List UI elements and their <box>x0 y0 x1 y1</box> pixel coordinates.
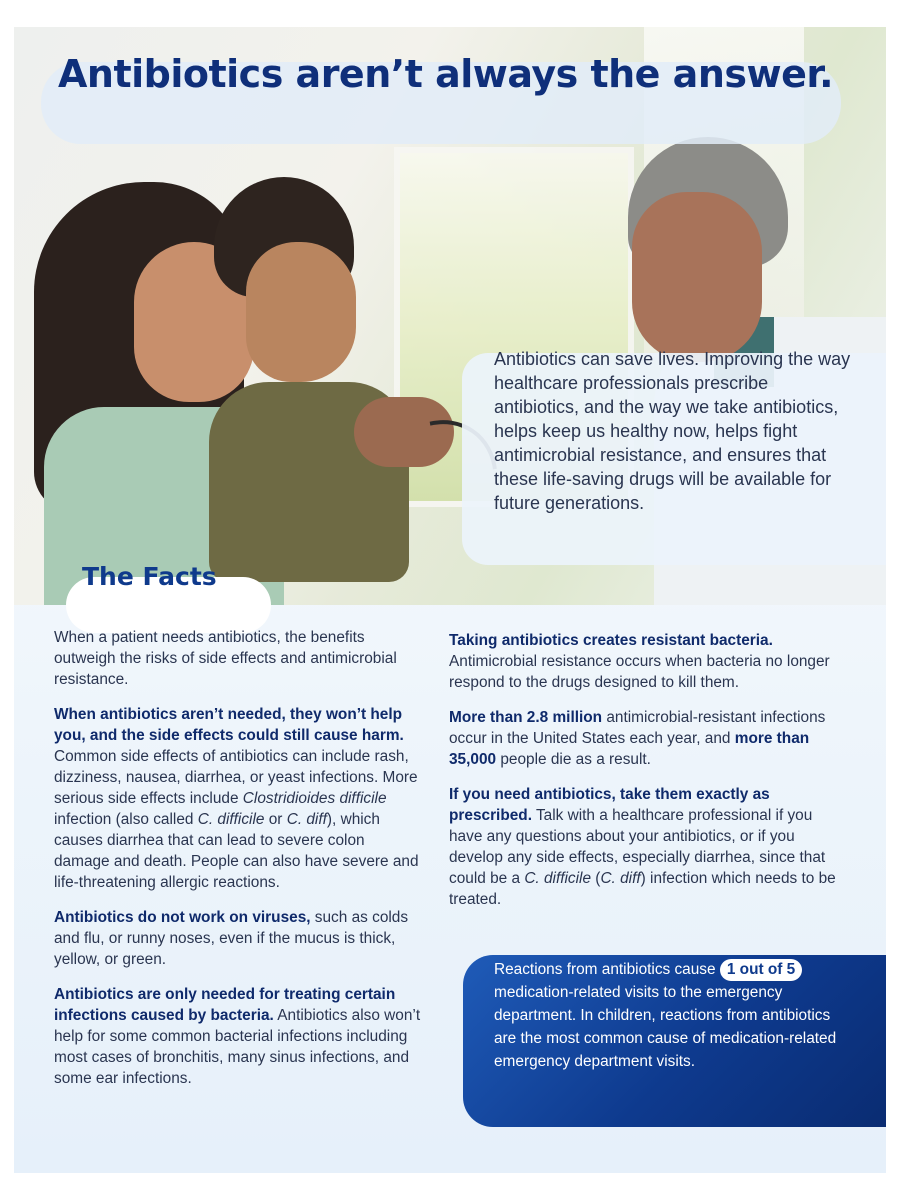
fact-paragraph: Antibiotics are only needed for treating certain infections caused by bacteria. Antibiotics also won’t help for some common bacterial infections including most cases of bronchitis, many sinus infections, and some ear infections. <box>54 986 421 1087</box>
facts-heading: The Facts <box>82 562 217 591</box>
facts-left-column <box>54 627 424 1103</box>
fact-paragraph: If you need antibiotics, take them exactly as prescribed. Talk with a healthcare professional if you have any questions about your antibiotics, or if you develop any side effects, especially diarrhea, since that could be a C. difficile (C. diff) infection which needs to be treated. <box>449 786 836 908</box>
stat-highlight: 1 out of 5 <box>720 959 802 981</box>
fact-paragraph: More than 2.8 million antimicrobial-resistant infections occur in the United States each year, and more than 35,000 people die as a result. <box>449 709 826 768</box>
facts-right-column <box>449 630 839 924</box>
fact-paragraph: Antibiotics do not work on viruses, such as colds and flu, or runny noses, even if the mucus is thick, yellow, or green. <box>54 909 409 968</box>
fact-paragraph: When antibiotics aren’t needed, they won’t help you, and the side effects could still cause harm. Common side effects of antibiotics can include rash, dizziness, nausea, diarrhea, or yeast infections. More serious side effects include Clostridioides difficile infection (also called C. difficile or C. diff), which causes diarrhea that can lead to severe colon damage and death. People can also have severe and life-threatening allergic reactions. <box>54 706 419 891</box>
intro-text: Antibiotics can save lives. Improving the way healthcare professionals prescribe antibiotics, and the way we take antibiotics, helps keep us healthy now, helps fight antimicrobial resistance, and ensures that these life-saving drugs will be available for future generations. <box>494 349 851 513</box>
page-title: Antibiotics aren’t always the answer. <box>58 52 834 96</box>
callout-text: Reactions from antibiotics cause 1 out of 5 medication-related visits to the emergency department. In children, reactions from antibiotics are the most common cause of medication-related emergency department visits. <box>494 961 837 1070</box>
fact-paragraph: Taking antibiotics creates resistant bacteria. Antimicrobial resistance occurs when bacteria no longer respond to the drugs designed to kill them. <box>449 632 830 691</box>
fact-paragraph: When a patient needs antibiotics, the benefits outweigh the risks of side effects and antimicrobial resistance. <box>54 629 397 688</box>
